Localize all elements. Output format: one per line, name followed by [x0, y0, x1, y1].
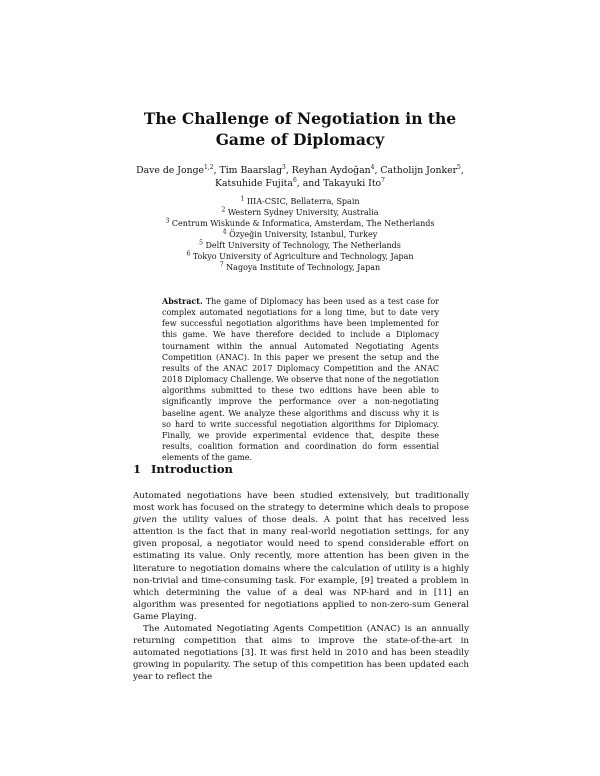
emphasis-text: given	[133, 515, 157, 526]
author-list	[130, 164, 470, 190]
author-name: Takayuki Ito	[323, 178, 382, 189]
author-affiliation-mark: 3	[282, 163, 286, 171]
affiliation-text: Centrum Wiskunde & Informatica, Amsterdam, The Netherlands	[171, 219, 435, 228]
author-name: Katsuhide Fujita	[215, 178, 293, 189]
section-number: 1	[133, 462, 142, 476]
body-text	[133, 490, 469, 684]
affiliation-list	[130, 196, 470, 273]
abstract	[162, 296, 439, 463]
paragraph	[133, 490, 469, 623]
affiliation-line	[130, 196, 470, 207]
paragraph: The Automated Negotiating Agents Competition (ANAC) is an annually returning competition that aims to improve the state-of-the-art in automated negotiations [3]. It was first held in 2010 and has been steadily growing in popularity. The setup of this competition has been updated each year to reflect the	[133, 624, 469, 683]
author-name: Dave de Jonge	[136, 165, 205, 176]
affiliation-number: 1	[240, 195, 245, 203]
affiliation-text: Tokyo University of Agriculture and Technology, Japan	[192, 252, 414, 261]
author-separator: , and	[296, 178, 324, 189]
affiliation-line	[130, 229, 470, 240]
affiliation-line	[130, 262, 470, 273]
author-affiliation-mark: 6	[292, 176, 297, 184]
affiliation-number: 4	[222, 228, 227, 236]
affiliation-number: 7	[219, 261, 224, 269]
author-separator: ,	[213, 165, 220, 176]
author-separator: ,	[374, 165, 381, 176]
author-affiliation-mark: 5	[457, 163, 461, 171]
paper-title: The Challenge of Negotiation in the Game of Diplomacy	[143, 109, 457, 149]
affiliation-text: IIIA-CSIC, Bellaterra, Spain	[246, 197, 360, 206]
affiliation-number: 6	[186, 250, 191, 258]
affiliation-text: Nagoya Institute of Technology, Japan	[226, 263, 381, 272]
section-title-text: Introduction	[151, 462, 233, 476]
author-separator: ,	[460, 165, 464, 176]
affiliation-line	[130, 218, 470, 229]
abstract-text: The game of Diplomacy has been used as a test case for complex automated negotiations for a long time, but to date very few successful negotiation algorithms have been implemented for this game. We have therefore decided to include a Diplomacy tournament within the annual Automated Negotiating Agents Competition (ANAC). In this paper we present the setup and the results of the ANAC 2017 Diplomacy Competition and the ANAC 2018 Diplomacy Challenge. We observe that none of the negotiation algorithms submitted to these two editions have been able to significantly improve the performance over a non-negotiating baseline agent. We analyze these algorithms and discuss why it is so hard to write successful negotiation algorithms for Diplomacy. Finally, we provide experimental evidence that, despite these results, coalition formation and coordination do form essential elements of the game.	[162, 297, 439, 463]
author-name: Tim Baarslag	[219, 165, 283, 176]
affiliation-text: Delft University of Technology, The Netherlands	[205, 241, 401, 250]
paragraph-text: Automated negotiations have been studied extensively, but traditionally most work has focused on the strategy to determine which deals to propose	[133, 491, 469, 514]
author-affiliation-mark: 4	[370, 163, 375, 171]
author-affiliation-mark: 7	[381, 176, 385, 184]
affiliation-line	[130, 207, 470, 218]
paragraph-text: the utility values of those deals. A point that has received less attention is the fact that in many real-world negotiation settings, for any given proposal, a negotiator would need to spend considerable effort on estimating its value. Only recently, more attention has been given in the literature to negotiation domains where the calculation of utility is a highly non-trivial and time-consuming task. For example, [9] treated a problem in which determining the value of a deal was NP-hard and in [11] an algorithm was presented for negotiations applied to non-zero-sum General Game Playing.	[133, 515, 469, 622]
affiliation-text: Özyeğin University, Istanbul, Turkey	[229, 230, 378, 239]
abstract-label: Abstract.	[162, 296, 203, 306]
affiliation-number: 2	[221, 206, 226, 214]
affiliation-line	[130, 240, 470, 251]
affiliation-line	[130, 251, 470, 262]
author-separator: ,	[285, 165, 292, 176]
author-affiliation-mark: 1,2	[204, 163, 214, 171]
author-name: Reyhan Aydoğan	[291, 165, 371, 176]
author-name: Catholijn Jonker	[380, 165, 458, 176]
affiliation-number: 5	[199, 239, 203, 247]
affiliation-number: 3	[165, 217, 170, 225]
affiliation-text: Western Sydney University, Australia	[227, 208, 379, 217]
section-heading	[133, 462, 233, 476]
